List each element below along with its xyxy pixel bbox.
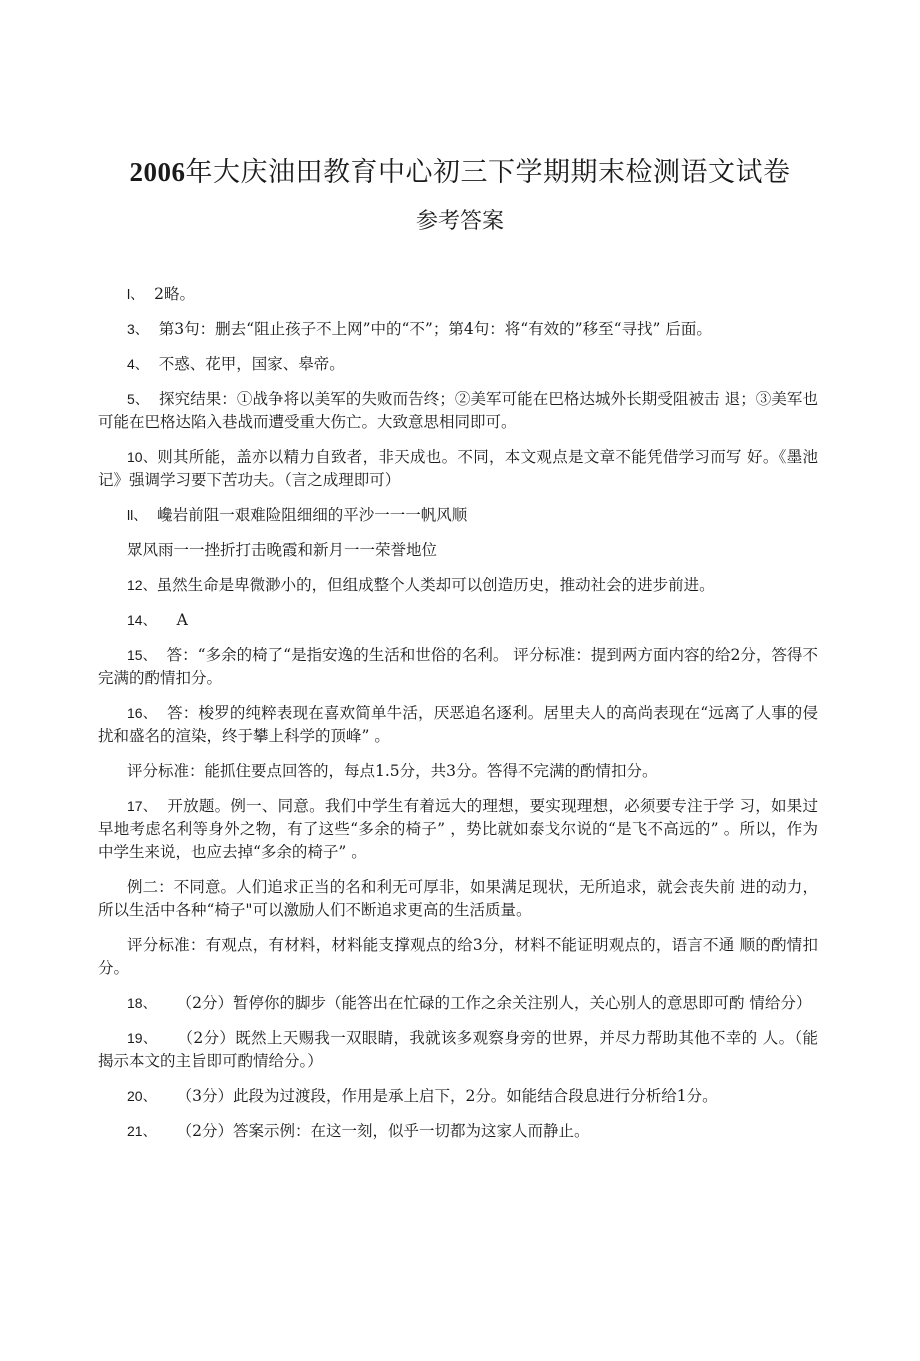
answer-item <box>98 702 818 748</box>
answer-item <box>98 644 818 690</box>
answer-item <box>98 609 818 632</box>
answer-item <box>98 446 818 492</box>
answer-text: 探究结果：①战争将以美军的失败而告终；②美军可能在巴格达城外长期受阻被击 退；③美军也可能在巴格达陷入巷战而遭受重大伤亡。大致意思相同即可。 <box>98 390 818 431</box>
answer-number: 5、 <box>127 391 149 407</box>
answer-item <box>98 1085 818 1108</box>
answer-text: 不惑、花甲，国家、皋帝。 <box>158 355 345 373</box>
page-subtitle: 参考答案 <box>415 209 504 234</box>
answer-number: 10、 <box>127 449 158 465</box>
answer-item <box>98 876 818 922</box>
answer-text: （2分）既然上天赐我一双眼睛，我就该多观察身旁的世界，并尽力帮助其他不幸的 人。（能揭示本文的主旨即可酌情给分。） <box>98 1029 818 1070</box>
answer-item <box>98 1120 818 1143</box>
answer-text: A <box>176 611 188 629</box>
answer-text: 评分标准：能抓住要点回答的，每点1.5分，共3分。答得不完满的酌情扣分。 <box>127 762 658 780</box>
answer-text: 则其所能，盖亦以精力自致者，非天成也。不同，本文观点是文章不能凭借学习而写 好。《墨池记》强调学习要下苦功夫。（言之成理即可） <box>98 448 819 489</box>
answer-item <box>98 388 818 434</box>
answer-item <box>98 934 818 980</box>
answer-number: 17、 <box>127 798 158 814</box>
answer-number: 3、 <box>127 321 149 337</box>
title-text: 年大庆油田教育中心初三下学期期末检测语文试卷 <box>185 157 791 188</box>
answer-number: 20、 <box>127 1088 157 1104</box>
page-title <box>0 152 920 193</box>
answer-text: 答：梭罗的纯粹表现在喜欢简单牛活，厌恶追名逐利。居里夫人的高尚表现在“远离了人事的侵扰和盛名的渲染，终于攀上科学的顶峰” 。 <box>98 704 818 745</box>
answer-item <box>98 504 818 527</box>
answer-text: 眾风雨一一挫折打击晚霞和新月一一荣誉地位 <box>127 541 438 559</box>
answer-item <box>98 539 818 562</box>
answer-text: 巉岩前阻一艰难险阻细细的平沙一一一帆风顺 <box>157 506 468 524</box>
answer-number: 4、 <box>127 356 149 372</box>
answer-text: 例二：不同意。人们追求正当的名和利无可厚非，如果满足现状，无所追求，就会丧失前 进的动力，所以生活中各种“椅子"可以激励人们不断追求更高的生活质量。 <box>98 878 818 919</box>
answer-item <box>98 353 818 376</box>
answer-number: 16、 <box>127 705 157 721</box>
answer-text: 第3句：删去“阻止孩子不上网”中的“不”；第4句：将“有效的”移至“寻找” 后面。 <box>158 320 712 338</box>
answer-item <box>98 992 818 1015</box>
title-year: 2006 <box>129 157 186 187</box>
answer-item <box>98 283 818 306</box>
answer-text: （3分）此段为过渡段，作用是承上启下，2分。如能结合段息进行分析给1分。 <box>176 1087 718 1105</box>
answer-list <box>98 283 818 1155</box>
answer-number: 15、 <box>127 647 157 663</box>
answer-text: 虽然生命是卑微渺小的，但组成整个人类却可以创造历史，推动社会的进步前进。 <box>156 576 715 594</box>
answer-text: （2分）答案示例：在这一刻，似乎一切都为这家人而静止。 <box>176 1122 590 1140</box>
answer-number: 21、 <box>127 1123 157 1139</box>
answer-number: ll、 <box>127 507 148 523</box>
answer-number: 19、 <box>127 1030 158 1046</box>
answer-item <box>98 574 818 597</box>
answer-text: 答：“多余的椅了“是指安逸的生活和世俗的名利。 评分标准：提到两方面内容的给2分，答得不完满的酌情扣分。 <box>98 646 818 687</box>
answer-item <box>98 1027 818 1073</box>
answer-text: （2分）暂停你的脚步（能答出在忙碌的工作之余关注别人，关心别人的意思即可酌 情给分） <box>176 994 812 1012</box>
answer-number: l、 <box>127 286 145 302</box>
answer-text: 开放题。例一、同意。我们中学生有着远大的理想，要实现理想，必须要专注于学 习，如果过早地考虑名利等身外之物，有了这些“多余的椅子” ，势比就如泰戈尔说的“是飞不高远的” 。所以，作为中学生来说，也应去掉“多余的椅子” 。 <box>98 797 818 861</box>
answer-item <box>98 760 818 783</box>
answer-text: 2略。 <box>154 285 195 303</box>
answer-item <box>98 795 818 864</box>
answer-number: 14、 <box>127 612 157 628</box>
answer-item <box>98 318 818 341</box>
answer-number: 18、 <box>127 995 157 1011</box>
answer-number: 12、 <box>127 577 157 593</box>
answer-text: 评分标准：有观点，有材料，材料能支撑观点的给3分，材料不能证明观点的，语言不通 顺的酌情扣分。 <box>98 936 818 977</box>
